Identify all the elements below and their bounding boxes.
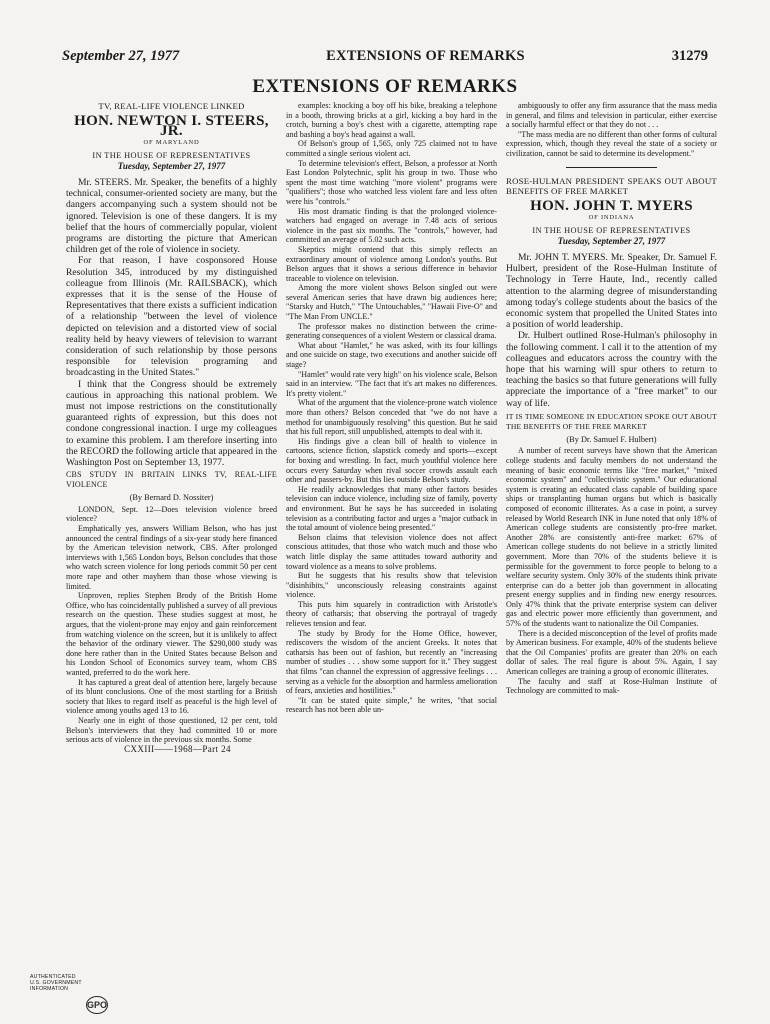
column-1 — [66, 101, 277, 933]
section-name: EXTENSIONS OF REMARKS — [326, 48, 525, 64]
paragraph: Mr. STEERS. Mr. Speaker, the benefits of a highly technical, consumer-oriented society are many, but the dangers accompanying such a system should not be ignored. Television is one of these dangers. It is my belief that the hours of commercially popular, violent programs are distorting the picture that American children get of the role of violence in society. — [66, 176, 277, 256]
speaker-state: OF INDIANA — [588, 214, 635, 222]
dateline: Tuesday, September 27, 1977 — [557, 236, 666, 247]
gpo-authentication-stamp — [30, 974, 112, 1014]
paragraph: "The mass media are no different than other forms of cultural expression, which, though they reveal the state of a society or civilization, cannot be said to determine its development." — [506, 129, 717, 158]
article-heading: ROSE-HULMAN PRESIDENT SPEAKS OUT ABOUT BENEFITS OF FREE MARKET — [506, 175, 717, 196]
paragraph: I think that the Congress should be extremely cautious in approaching this national problem. We must not impose restrictions on the constitutionally guaranteed rights of expression, but this does not condone congressional inaction. I urge my colleagues to examine this problem. I am therefore inserting into the RECORD the following article that appeared in the Washington Post on September 13, 1977. — [66, 378, 277, 469]
stamp-line: INFORMATION — [30, 986, 69, 992]
paragraph: "It can be stated quite simple," he writes, "that social research has not been able un- — [286, 695, 497, 715]
paragraph: Of Belson's group of 1,565, only 725 claimed not to have committed a single serious violent act. — [286, 139, 497, 158]
column-2 — [286, 101, 497, 933]
paragraph: But he suggests that his results show that television "disinhibits," unconsciously releasing constraints against violence. — [286, 571, 497, 600]
article-heading: TV, REAL-LIFE VIOLENCE LINKED — [98, 101, 245, 111]
gpo-logo-icon: GPO — [86, 996, 108, 1014]
paragraph: Nearly one in eight of those questioned, 12 per cent, told Belson's interviewers that they had committed 10 or more serious acts of violence in the previous six months. Some — [66, 715, 277, 745]
paragraph: Dr. Hulbert outlined Rose-Hulman's philosophy in the following comment. I call it to the attention of my colleagues and educators across the country with the hope that his warning will spur others to return to teaching the basics so that future generations will fully appreciate the importance of a "free market" to our way of life. — [506, 330, 717, 409]
paragraph: To determine television's effect, Belson, a professor at North East London Polytechnic, split his group in two. Those who spent the most time watching "more violent" programs were "qualifiers"; those who watched less violent fare and less often were his "controls." — [286, 158, 497, 206]
speaker-state: OF MARYLAND — [143, 139, 200, 147]
inserted-article-heading: IT IS TIME SOMEONE IN EDUCATION SPOKE OUT ABOUT THE BENEFITS OF THE FREE MARKET — [506, 411, 717, 431]
paragraph: Among the more violent shows Belson singled out were several American series that have drawn big audiences here; "Starsky and Hutch," "The Untouchables," "Hawaii Five-O" and "The Man From UNCLE." — [286, 283, 497, 322]
inserted-article-heading: CBS STUDY IN BRITAIN LINKS TV, REAL-LIFE VIOLENCE — [66, 470, 277, 490]
stamp-line: AUTHENTICATED — [30, 974, 76, 980]
stamp-line: U.S. GOVERNMENT — [30, 980, 82, 986]
byline: (By Bernard D. Nossiter) — [129, 493, 214, 503]
paragraph: Belson claims that television violence does not affect conscious attitudes, that those who watch much and those who watch little display the same attitudes toward authority and toward violence as a means to solve problems. — [286, 532, 497, 571]
paragraph: Skeptics might contend that this simply reflects an extraordinary amount of violence among London's youths. But Belson argues that it shows a serious difference in behavior traceable to violence on television. — [286, 244, 497, 283]
paragraph: It has captured a great deal of attention here, largely because of its blunt conclusions. One of the most startling for a British society that likes to regard itself as peaceful is the high level of violence among youths aged 13 to 16. — [66, 677, 277, 716]
paragraph: ambiguously to offer any firm assurance that the mass media in general, and films and television in particular, either exercise a socially harmful effect or that they do not . . . — [506, 101, 717, 130]
paragraph: Unproven, replies Stephen Brody of the British Home Office, who has coincidentally published a survey of all previous research on the question. These studies suggest at most, he argues, that the violent-prone may enjoy and gain reinforcement from watching violence on the screen, but it is unlikely to affect the behavior of the ordinary viewer. The $290,000 study was done here rather than in the United States because Belson and his London School of Economics survey team, whom CBS wanted, preferred to do the work here. — [66, 591, 277, 677]
paragraph: LONDON, Sept. 12—Does television violence breed violence? — [66, 504, 277, 524]
paragraph: For that reason, I have cosponsored House Resolution 345, introduced by my distinguished colleague from Illinois (Mr. RAILSBACK), which expresses that it is the sense of the House of Representatives that there exists a sufficient indication of a relationship "between the level of violence depicted on television and a distorted view of social reality held by heavy viewers of television to warrant consideration of such relationship by those persons responsible for television programing and broadcasting in the United States." — [66, 255, 277, 379]
volume-footer: CXXIII——1968—Part 24 — [124, 743, 231, 754]
paragraph: What of the argument that the violence-prone watch violence more than others? Belson conceded that "we do not have a method for unambiguously resolving" this question. But he said that his full report, still unpublished, attempts to deal with it. — [286, 398, 497, 437]
running-head — [62, 48, 708, 70]
chamber: IN THE HOUSE OF REPRESENTATIVES — [532, 225, 691, 235]
paragraph: His most dramatic finding is that the prolonged violence-watchers had engaged on average in 7.48 acts of serious violence in the past six months. The "controls," however, had committed an average of 5.02 such acts. — [286, 206, 497, 245]
paragraph: What about "Hamlet," he was asked, with its four killings and one suicide on stage, two executions and another suicide off stage? — [286, 340, 497, 370]
paragraph: The study by Brody for the Home Office, however, rediscovers the wisdom of the ancient Greeks. It notes that catharsis has been out of fashion, but recently an "increasing number of studies . . . show some support for it." They suggest that films "can channel the expression of aggressive feelings . . . serving as a vehicle for the absorption and harmless amelioration of fears, anxieties and hostilities." — [286, 628, 497, 696]
paragraph: The professor makes no distinction between the crime-generating consequences of a violent Western or classical drama. — [286, 321, 497, 341]
column-3 — [506, 101, 717, 933]
paragraph: "Hamlet" would rate very high" on his violence scale, Belson said in an interview. "The fact that it's art makes no differences. It's pretty violent." — [286, 369, 497, 398]
dateline: Tuesday, September 27, 1977 — [117, 161, 226, 172]
divider — [566, 167, 657, 168]
paragraph: examples: knocking a boy off his bike, breaking a telephone in a booth, throwing bricks at a girl, kicking a boy hard in the crotch, burning a boy's chest with a cigarette, attempting rape and bashing a boy's head against a wall. — [286, 101, 497, 139]
byline: (By Dr. Samuel F. Hulbert) — [566, 434, 657, 444]
stamp-text — [30, 974, 112, 992]
section-title: EXTENSIONS OF REMARKS — [252, 76, 518, 97]
paragraph: The faculty and staff at Rose-Hulman Institute of Technology are committed to mak- — [506, 676, 717, 696]
paragraph: His findings give a clean bill of health to violence in cartoons, science fiction, slapstick comedy and sports—except for boxing and wrestling. In fact, much youthful violence here occurs every Saturday when rival soccer crowds assault each other and passers-by. But this lies outside Belson's study. — [286, 436, 497, 485]
paragraph: Mr. JOHN T. MYERS. Mr. Speaker, Dr. Samuel F. Hulbert, president of the Rose-Hulman Institute of Technology in Terre Haute, Ind., recently called attention to the alarming degree of misunderstanding among today's college students about the basics of the economic system that propelled the United States into a position of world leadership. — [506, 251, 717, 331]
paragraph: This puts him squarely in contradiction with Aristotle's theory of catharsis; that observing the portrayal of tragedy relieves tension and fear. — [286, 599, 497, 629]
chamber: IN THE HOUSE OF REPRESENTATIVES — [92, 150, 251, 160]
speaker-name: HON. JOHN T. MYERS — [530, 197, 693, 214]
paragraph: There is a decided misconception of the level of profits made by American business. For example, 40% of the students believe that the Oil Companies' profits are greater than 20% on each dollar of sales. The real figure is about 5%. Again, I say American colleges are training a group of economic illiterates. — [506, 628, 717, 677]
paragraph: Emphatically yes, answers William Belson, who has just announced the central findings of a six-year study here financed by the American television network, CBS. After prolonged interviews with 1,565 London boys, Belson concludes that those who watch screen violence for long periods commit 50 per cent more rape and other mayhem than those whose viewing is limited. — [66, 524, 277, 591]
paragraph: He readily acknowledges that many other factors besides television can induce violence, including size of family, poverty and environment. But he says he has succeeded in isolating television as a contributing factor and urges a "major cutback in the total amount of violence being presented." — [286, 484, 497, 533]
speaker-name: HON. NEWTON I. STEERS, JR. — [74, 113, 269, 139]
page-number: 31279 — [671, 48, 708, 64]
issue-date: September 27, 1977 — [62, 48, 180, 64]
paragraph: A number of recent surveys have shown that the American college students and faculty members do not understand the meaning of basic economic terms like "free market," "mixed economic system" and "collectivistic system." Our educational system is creating an educated class capable of building space ships or transplanting human organs but which is basically composed of economic illiterates. As a case in point, a survey released by World Research INK in June noted that only 18% of American college students are consistently pro-free market. Another 28% are consistently anti-free market: 67% of American college students do not believe in a strictly limited government. More than 70% of the students believe it is permissible for the government to force people to belong to a welfare security system. Only 30% of the students think private enterprise can do a better job than government in allocating present energy supplies and in finding new energy resources. Only 47% think that the private enterprise system can deliver gas and electric power more efficiently than government, and 57% of the students want to nationalize the Oil Companies. — [506, 446, 717, 629]
